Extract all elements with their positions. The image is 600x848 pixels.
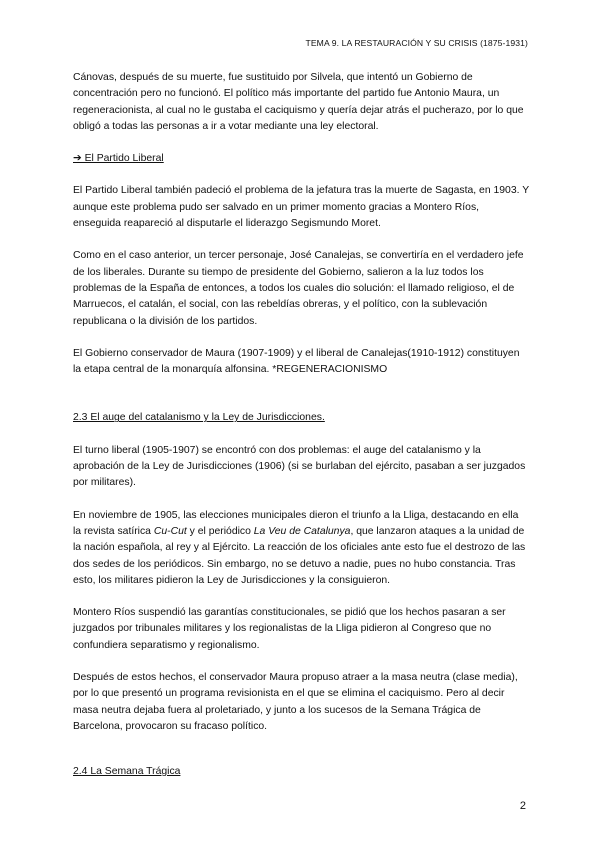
paragraph-liberal-3: El Gobierno conservador de Maura (1907-1909) y el liberal de Canalejas(1910-1912) constituyen la etapa central de la monarquía alfonsina. *REGENERACIONISMO: [73, 347, 520, 376]
paragraph-2-3-1: El turno liberal (1905-1907) se encontró con dos problemas: el auge del catalanismo y la aprobación de la Ley de Jurisdicciones (1906) (si se burlaban del ejército, pasaban a ser juzgados por militares).: [73, 444, 526, 489]
paragraph-2-3-2-part-a: En noviembre de 1905, las elecciones municipales dieron el triunfo a la Lliga, destacando en ella la revista satírica: [73, 509, 519, 537]
heading-partido-liberal: ➔ El Partido Liberal: [73, 153, 164, 165]
paragraph-2-3-2-part-b: y el periódico: [186, 525, 254, 537]
heading-section-2-4: 2.4 La Semana Trágica: [73, 766, 181, 777]
paragraph-2-3-4: Después de estos hechos, el conservador Maura propuso atraer a la masa neutra (clase media), por lo que presentó un programa revisionista en el que se elimina el caciquismo. Pero al decir masa neutra dejaba fuera al proletariado, y junto a los sucesos de la Semana Trágica de Barcelona, provocaron su fracaso político.: [73, 672, 518, 732]
page-number: 2: [519, 800, 526, 812]
page-header: TEMA 9. LA RESTAURACIÓN Y SU CRISIS (1875-1931): [305, 38, 528, 48]
cu-cut-title: Cu-Cut: [153, 525, 187, 537]
la-veu-title: La Veu de Catalunya: [253, 525, 351, 537]
paragraph-liberal-1: El Partido Liberal también padeció el problema de la jefatura tras la muerte de Sagasta, en 1903. Y aunque este problema pudo ser salvado en un primer momento gracias a Montero Ríos, enseguida reapareció al disputarle el liderazgo Segismundo Moret.: [73, 185, 529, 230]
paragraph-2-3-2-part-c: , que lanzaron ataques a la unidad de la nación española, al rey y al Ejército. La reacción de los oficiales ante esto fue el destrozo de las dos sedes de los periódicos. Sin embargo, no se detuvo a nadie, pues no hubo constancia. Tras esto, los militares pidieron la Ley de Jurisdicciones y la consiguieron.: [73, 525, 526, 586]
document-body: [73, 70, 529, 735]
heading-section-2-3: 2.3 El auge del catalanismo y la Ley de Jurisdicciones.: [73, 412, 325, 424]
intro-paragraph: Cánovas, después de su muerte, fue sustituido por Silvela, que intentó un Gobierno de concentración pero no funcionó. El político más importante del partido fue Antonio Maura, un regeneracionista, al cual no le gustaba el caciquismo y quería dejar atrás el pucherazo, por lo que obligó a todas las personas a ir a votar mediante una ley electoral.: [73, 72, 524, 132]
paragraph-2-3-2: [73, 508, 529, 589]
paragraph-2-3-3: Montero Ríos suspendió las garantías constitucionales, se pidió que los hechos pasaran a ser juzgados por tribunales militares y los regionalistas de la Lliga pidieron al Congreso que no confundiera separatismo y regionalismo.: [73, 607, 506, 651]
paragraph-liberal-2: Como en el caso anterior, un tercer personaje, José Canalejas, se convertiría en el verdadero jefe de los liberales. Durante su tiempo de presidente del Gobierno, salieron a la luz todos los problemas de la España de entonces, a todos los cuales dio solución: el llamado religioso, el de Marruecos, el catalán, el social, con las rebeldías obreras, y el político, con la sublevación republicana o la división de los partidos.: [73, 250, 524, 327]
